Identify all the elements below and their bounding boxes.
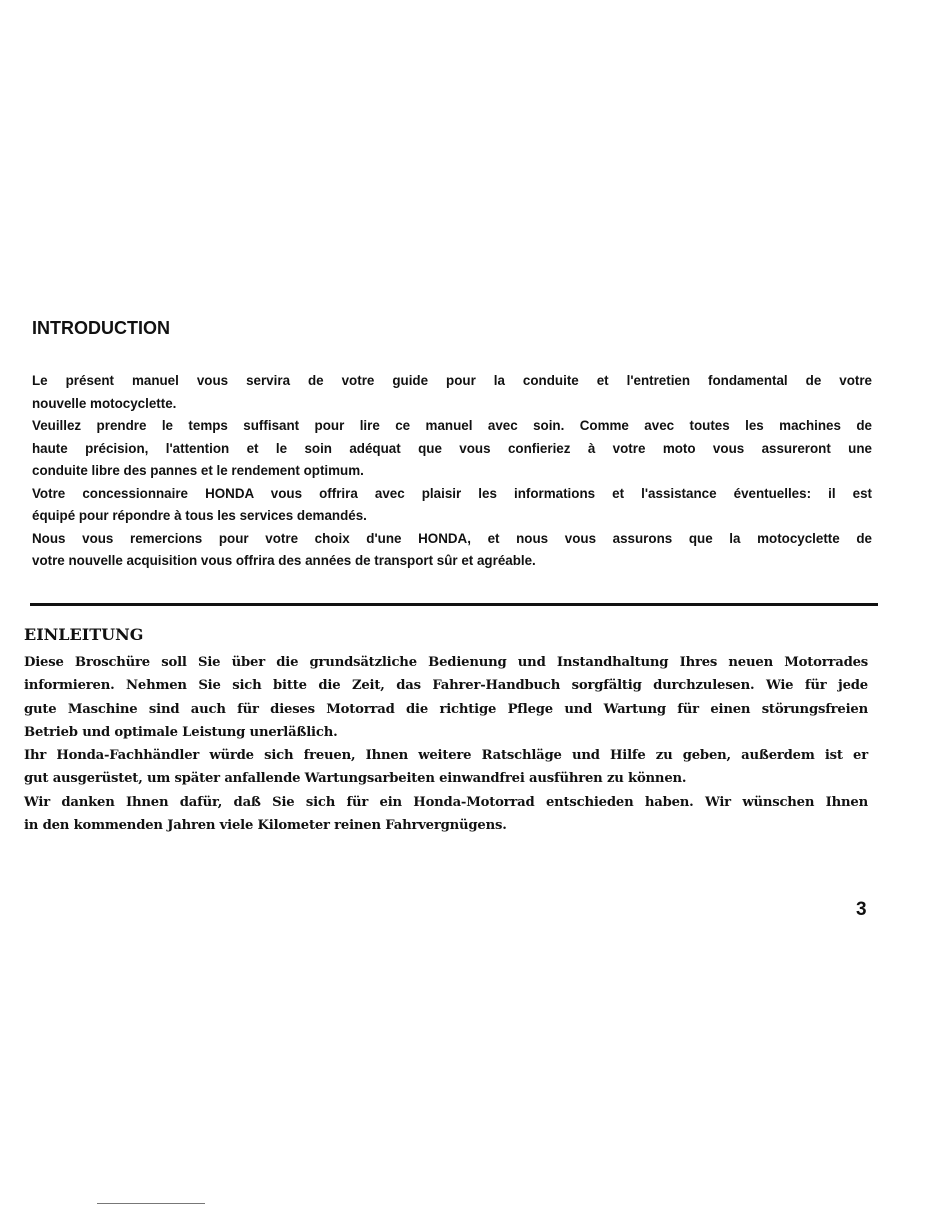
text-line: Diese Broschüre soll Sie über die grundsätzliche Bedienung und Instandhaltung Ihres neuen Motorrades bbox=[24, 655, 868, 670]
german-introduction-text bbox=[24, 651, 868, 837]
text-line: Ihr Honda-Fachhändler würde sich freuen, Ihnen weitere Ratschläge und Hilfe zu geben, außerdem ist er bbox=[24, 748, 868, 764]
page-number: 3 bbox=[856, 899, 867, 920]
text-line: Le présent manuel vous servira de votre guide pour la conduite et l'entretien fondamental de votre bbox=[32, 373, 872, 388]
text-line: conduite libre des pannes et le rendement optimum. bbox=[32, 463, 364, 478]
text-line: haute précision, l'attention et le soin adéquat que vous confieriez à votre moto vous assureront une bbox=[32, 440, 872, 456]
text-line: équipé pour répondre à tous les services demandés. bbox=[32, 508, 367, 523]
section-divider bbox=[30, 603, 878, 606]
text-line: Votre concessionnaire HONDA vous offrira avec plaisir les informations et l'assistance éventuelles: il est bbox=[32, 485, 872, 501]
text-line: Wir danken Ihnen dafür, daß Sie sich für ein Honda-Motorrad entschieden haben. Wir wünschen Ihnen bbox=[24, 794, 868, 810]
text-line: Betrieb und optimale Leistung unerläßlich. bbox=[24, 724, 338, 740]
text-line: gute Maschine sind auch für dieses Motorrad die richtige Pflege und Wartung für einen störungsfreien bbox=[24, 701, 868, 717]
text-line: Veuillez prendre le temps suffisant pour lire ce manuel avec soin. Comme avec toutes les machines de bbox=[32, 418, 872, 433]
text-line: votre nouvelle acquisition vous offrira des années de transport sûr et agréable. bbox=[32, 553, 536, 568]
text-line: in den kommenden Jahren viele Kilometer reinen Fahrvergnügens. bbox=[24, 818, 507, 834]
french-introduction-text bbox=[32, 370, 872, 573]
text-line: Nous vous remercions pour votre choix d'une HONDA, et nous vous assurons que la motocyclette de bbox=[32, 530, 872, 546]
german-heading: EINLEITUNG bbox=[24, 625, 144, 644]
text-line: nouvelle motocyclette. bbox=[32, 395, 177, 411]
text-line: gut ausgerüstet, um später anfallende Wartungsarbeiten einwandfrei ausführen zu können. bbox=[24, 771, 687, 787]
footer-rule bbox=[97, 1203, 205, 1204]
text-line: informieren. Nehmen Sie sich bitte die Zeit, das Fahrer-Handbuch sorgfältig durchzulesen. Wie für jede bbox=[24, 678, 868, 694]
french-heading: INTRODUCTION bbox=[32, 318, 170, 338]
